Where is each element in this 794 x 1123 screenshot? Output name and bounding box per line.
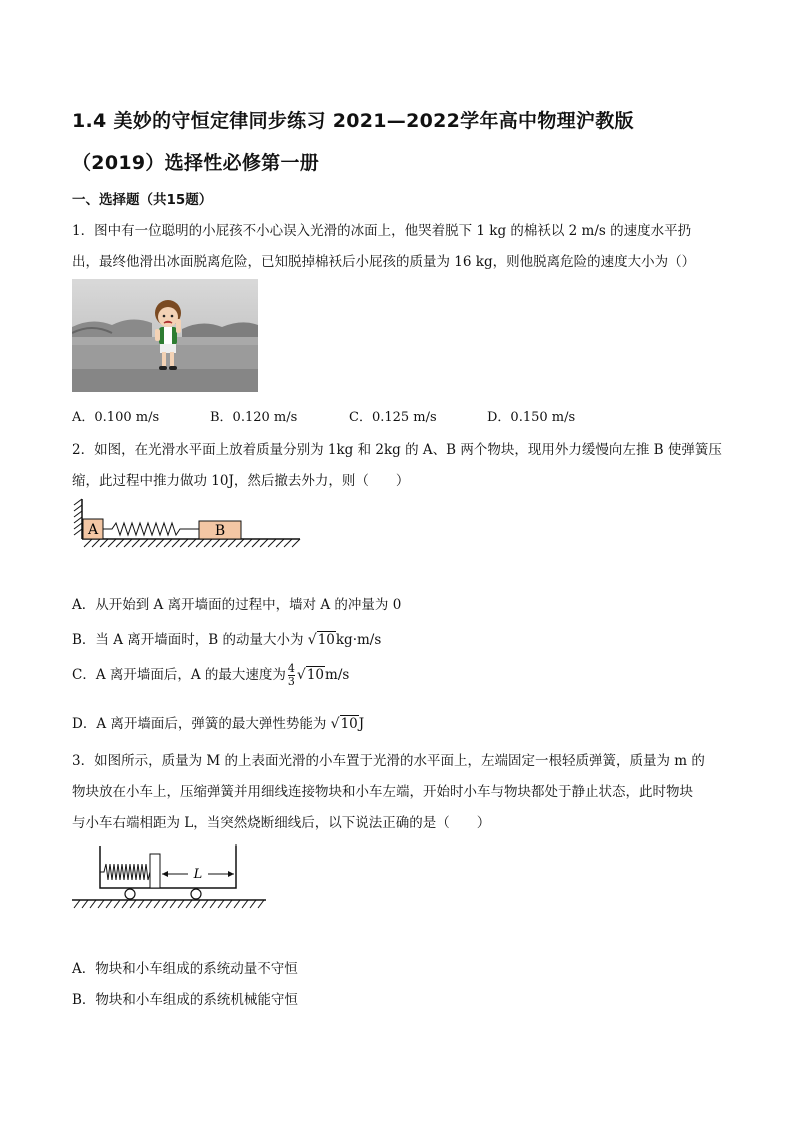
sqrt-10: √10 <box>296 667 325 683</box>
sqrt-10: √10 <box>330 716 358 732</box>
q1-text-line1: 1．图中有一位聪明的小屁孩不小心误入光滑的冰面上，他哭着脱下 1 kg 的棉袄以 2 m/s 的速度水平扔 <box>72 223 692 239</box>
q2-text-line2: 缩，此过程中推力做功 10J，然后撤去外力，则（ ） <box>72 473 410 489</box>
q1-photo <box>72 279 258 392</box>
q2-option-c-text: C．A 离开墙面后，A 的最大速度为 <box>72 667 286 683</box>
q3-text-line3: 与小车右端相距为 L，当突然烧断细线后，以下说法正确的是（ ） <box>72 815 491 831</box>
q2-option-b-unit: kg·m/s <box>335 632 382 648</box>
q2-option-a[interactable]: A．从开始到 A 离开墙面的过程中，墙对 A 的冲量为 0 <box>72 597 402 613</box>
q2-text-line1: 2．如图，在光滑水平面上放着质量分别为 1kg 和 2kg 的 A、B 两个物块，现用外力缓慢向左推 B 使弹簧压 <box>72 442 722 458</box>
fraction-4-3: $\frac{4}{3}$ <box>287 662 295 688</box>
q3-option-b[interactable]: B．物块和小车组成的系统机械能守恒 <box>72 992 298 1008</box>
length-l-label: L <box>193 867 203 882</box>
block-a-label: A <box>87 522 99 538</box>
page-title: 1.4 美妙的守恒定律同步练习 2021—2022学年高中物理沪教版 <box>72 110 634 132</box>
q1-option-a[interactable]: A．0.100 m/s <box>72 410 160 425</box>
q2-option-c-unit: m/s <box>325 667 350 683</box>
q1-text-line2: 出，最终他滑出冰面脱离危险，已知脱掉棉袄后小屁孩的质量为 16 kg，则他脱离危险的速度大小为（） <box>72 254 696 270</box>
q1-option-c[interactable]: C．0.125 m/s <box>349 410 437 425</box>
q3-text-line2: 物块放在小车上，压缩弹簧并用细线连接物块和小车左端，开始时小车与物块都处于静止状态，此时物块 <box>72 784 693 800</box>
q2-figure-spring-blocks <box>72 497 302 549</box>
q2-option-d-text: D．A 离开墙面后，弹簧的最大弹性势能为 <box>72 716 331 732</box>
block-b-label: B <box>214 523 226 539</box>
sqrt-10: √10 <box>307 632 335 648</box>
q2-option-d-unit: J <box>358 716 365 732</box>
q1-option-b[interactable]: B．0.120 m/s <box>210 410 298 425</box>
q2-option-d[interactable] <box>72 712 364 732</box>
q2-option-b-text: B．当 A 离开墙面时，B 的动量大小为 <box>72 632 308 648</box>
q3-text-line1: 3．如图所示，质量为 M 的上表面光滑的小车置于光滑的水平面上，左端固定一根轻质弹簧，质量为 m 的 <box>72 753 705 769</box>
page-title-line2: （2019）选择性必修第一册 <box>72 152 320 174</box>
q3-option-a[interactable]: A．物块和小车组成的系统动量不守恒 <box>72 961 298 977</box>
q2-option-c[interactable] <box>72 663 349 688</box>
q1-option-d[interactable]: D．0.150 m/s <box>487 410 576 425</box>
q2-option-b[interactable] <box>72 628 381 648</box>
q3-figure-cart <box>72 842 272 910</box>
section-heading: 一、选择题（共15题） <box>72 192 213 208</box>
